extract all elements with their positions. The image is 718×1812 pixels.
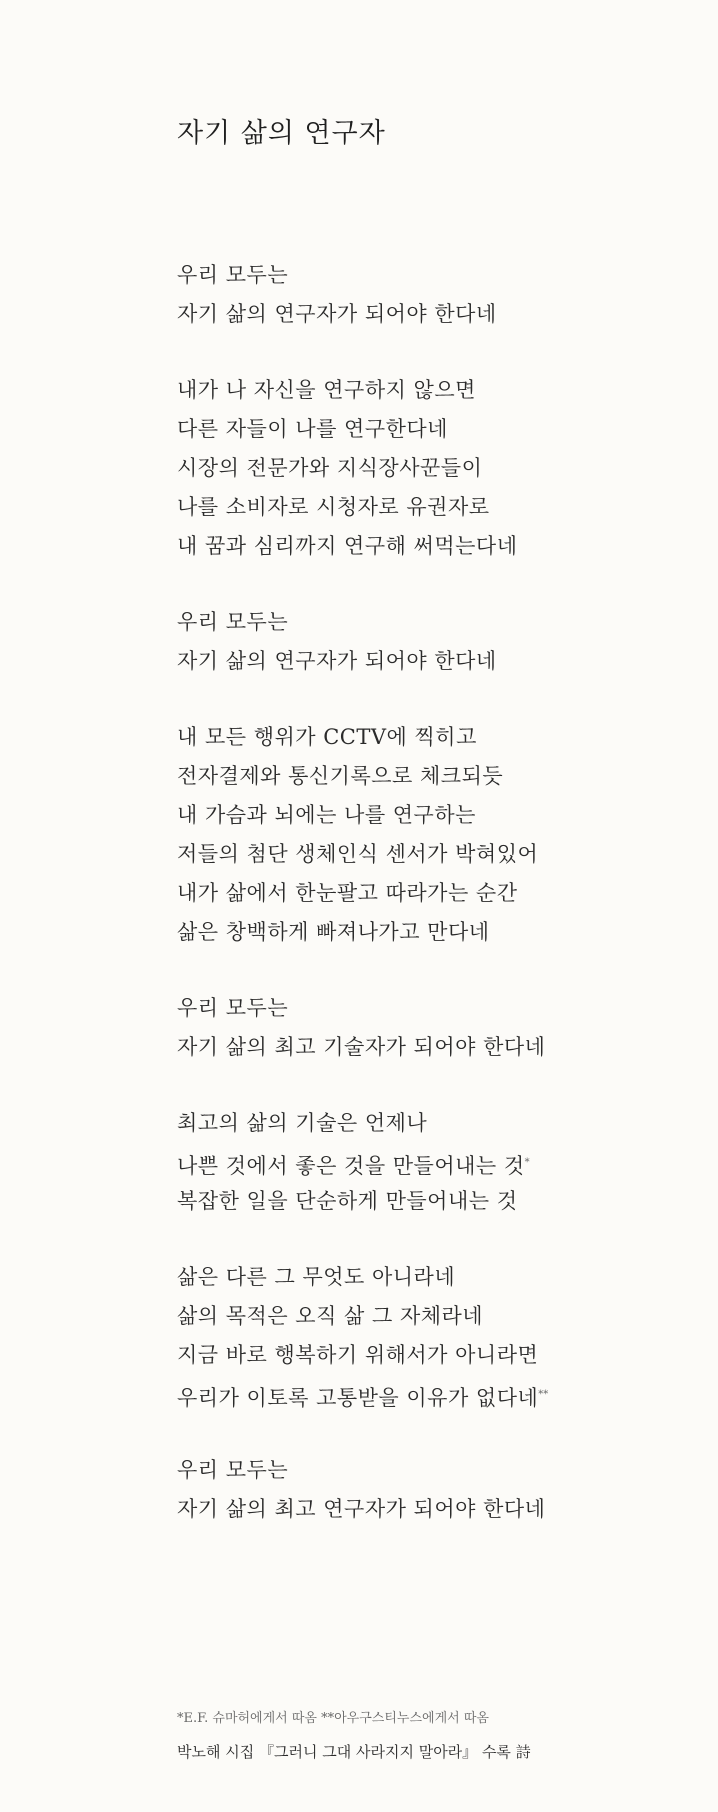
poem-line-text: 우리 모두는 xyxy=(177,263,289,287)
poem-line-text: 나를 소비자로 시청자로 유권자로 xyxy=(177,495,490,519)
stanza xyxy=(177,256,677,334)
poem-line-text: 내 모든 행위가 CCTV에 찍히고 xyxy=(177,725,477,749)
stanza xyxy=(177,989,677,1067)
poem-line xyxy=(177,488,677,527)
poem-line-text: 복잡한 일을 단순하게 만들어내는 것 xyxy=(177,1189,518,1213)
poem-line-text: 다른 자들이 나를 연구한다네 xyxy=(177,417,448,441)
poem-line-text: 삶은 다른 그 무엇도 아니라네 xyxy=(177,1265,456,1289)
footnote-marker: ** xyxy=(538,1389,549,1400)
stanza xyxy=(177,1258,677,1414)
poem-line-text: 우리 모두는 xyxy=(177,610,289,634)
poem-line xyxy=(177,1297,677,1336)
poem-line xyxy=(177,449,677,488)
poem-line-text: 삶은 창백하게 빠져나가고 만다네 xyxy=(177,920,490,944)
source-citation: 박노해 시집 『그러니 그대 사라지지 말아라』 수록 詩 xyxy=(177,1743,531,1761)
poem-line xyxy=(177,1028,677,1067)
poem-line xyxy=(177,295,677,334)
poem-line xyxy=(177,989,677,1028)
poem-line-text: 자기 삶의 최고 기술자가 되어야 한다네 xyxy=(177,1035,546,1059)
poem-line xyxy=(177,527,677,566)
poem-line xyxy=(177,1375,677,1414)
footnote-attributions: *E.F. 슈마허에게서 따옴 **아우구스티누스에게서 따옴 xyxy=(177,1711,489,1726)
poem-line-text: 우리가 이토록 고통받을 이유가 없다네 xyxy=(177,1386,539,1410)
footnote-marker: * xyxy=(524,1157,530,1168)
stanza xyxy=(177,603,677,681)
stanza xyxy=(177,371,677,566)
poem-line-text: 자기 삶의 연구자가 되어야 한다네 xyxy=(177,649,497,673)
poem-line xyxy=(177,1258,677,1297)
poem-line-text: 최고의 삶의 기술은 언제나 xyxy=(177,1111,428,1135)
footnotes xyxy=(177,1708,697,1763)
poem-line xyxy=(177,410,677,449)
stanza xyxy=(177,1451,677,1529)
poem-line xyxy=(177,603,677,642)
poem-line-text: 삶의 목적은 오직 삶 그 자체라네 xyxy=(177,1304,484,1328)
poem-line-text: 저들의 첨단 생체인식 센서가 박혀있어 xyxy=(177,842,539,866)
poem-line-text: 나쁜 것에서 좋은 것을 만들어내는 것 xyxy=(177,1154,525,1178)
poem-title: 자기 삶의 연구자 xyxy=(177,118,386,149)
poem-line-text: 시장의 전문가와 지식장사꾼들이 xyxy=(177,456,483,480)
poem-line xyxy=(177,1490,677,1529)
poem-line xyxy=(177,718,677,757)
poem-line-text: 내가 나 자신을 연구하지 않으면 xyxy=(177,378,476,402)
poem-line-text: 내가 삶에서 한눈팔고 따라가는 순간 xyxy=(177,881,518,905)
poem-line xyxy=(177,642,677,681)
poem-line xyxy=(177,913,677,952)
poem-line-text: 지금 바로 행복하기 위해서가 아니라면 xyxy=(177,1343,539,1367)
poem-line-text: 우리 모두는 xyxy=(177,1458,289,1482)
poem-line xyxy=(177,1451,677,1490)
poem-line xyxy=(177,256,677,295)
poem-line xyxy=(177,1182,677,1221)
poem-line-text: 우리 모두는 xyxy=(177,996,289,1020)
stanza xyxy=(177,718,677,952)
poem-line xyxy=(177,835,677,874)
poem-line-text: 자기 삶의 연구자가 되어야 한다네 xyxy=(177,302,497,326)
poem-line-text: 전자결제와 통신기록으로 체크되듯 xyxy=(177,764,504,788)
poem-line-text: 자기 삶의 최고 연구자가 되어야 한다네 xyxy=(177,1497,546,1521)
poem-line xyxy=(177,371,677,410)
poem-content xyxy=(177,114,677,1566)
poem-line-text: 내 가슴과 뇌에는 나를 연구하는 xyxy=(177,803,476,827)
poem-line xyxy=(177,1336,677,1375)
poem-line xyxy=(177,1104,677,1143)
poem-line-text: 내 꿈과 심리까지 연구해 써먹는다네 xyxy=(177,534,518,558)
poem-line xyxy=(177,1143,677,1182)
poem-body xyxy=(177,256,677,1529)
poem-line xyxy=(177,874,677,913)
poem-line xyxy=(177,796,677,835)
poem-line xyxy=(177,757,677,796)
stanza xyxy=(177,1104,677,1221)
